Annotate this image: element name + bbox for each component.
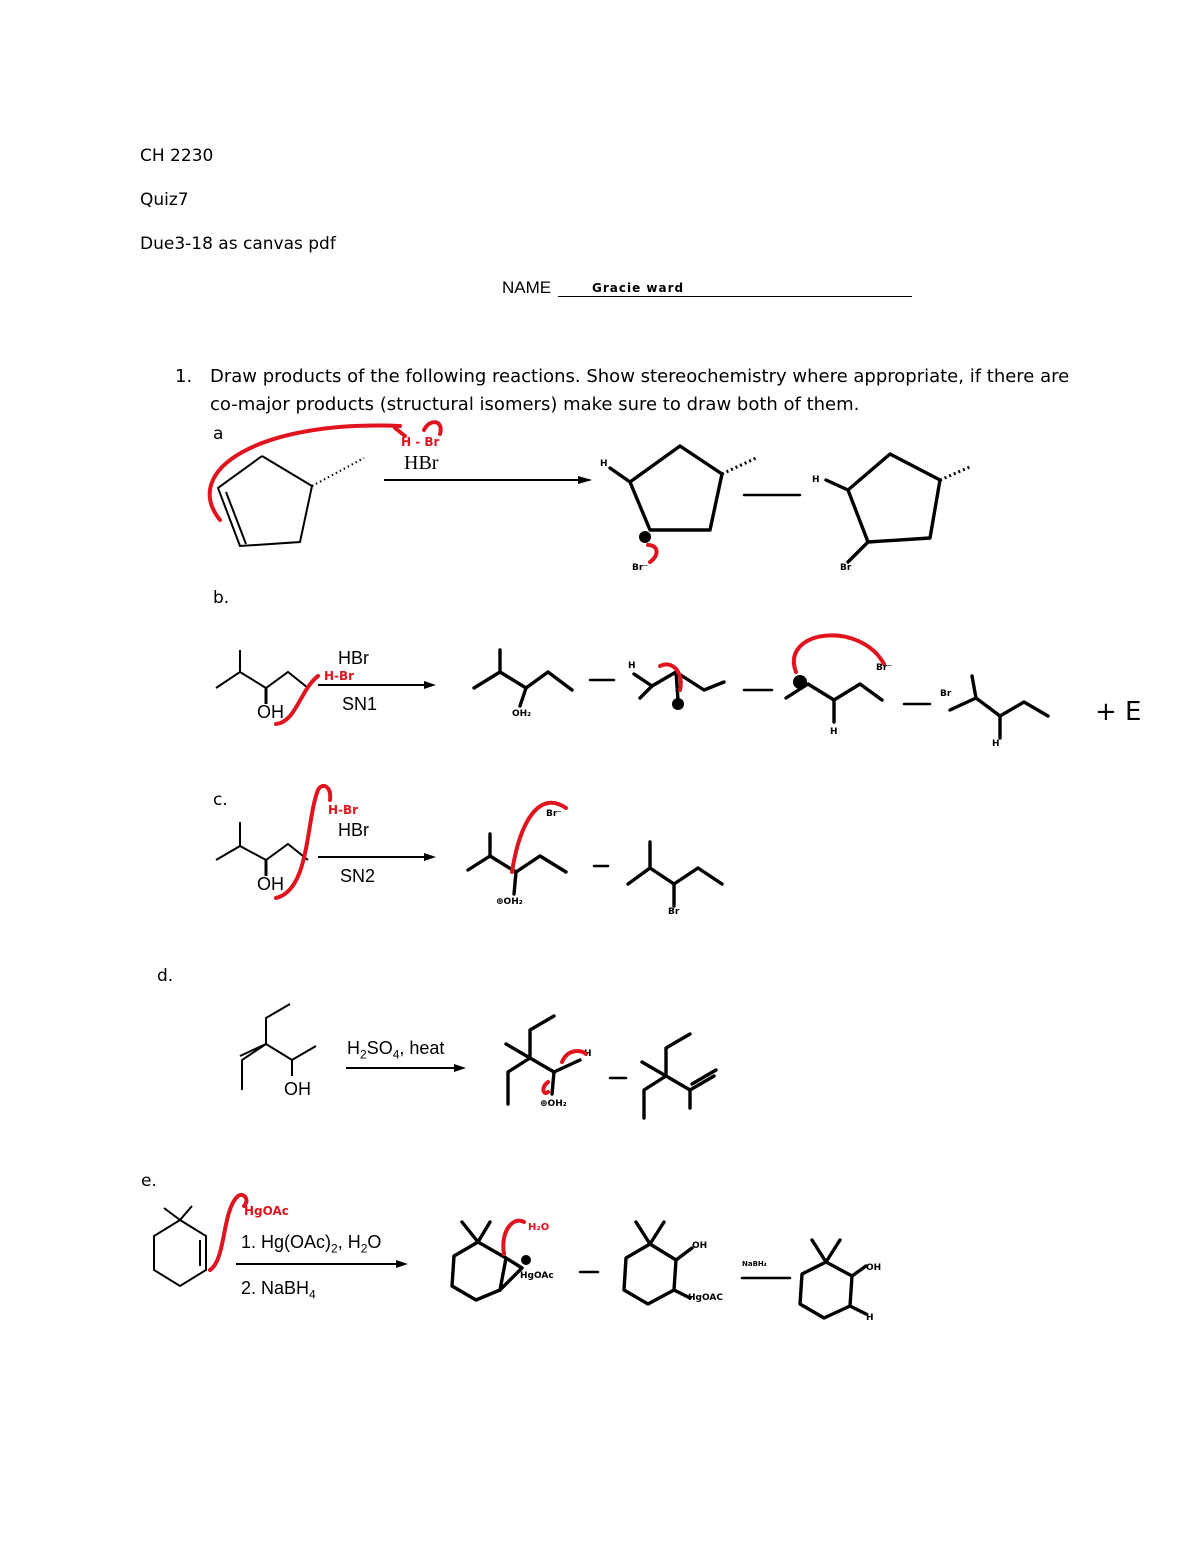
svg-text:⊕OH₂: ⊕OH₂ [496, 897, 523, 907]
svg-text:Br⁻: Br⁻ [632, 563, 649, 573]
arrow-e-1 [210, 1195, 246, 1270]
question-text-1: Draw products of the following reactions. Show stereochemistry where appropriate, if there are [210, 366, 1070, 387]
reagent-e-step2: 2. NaBH$_4$ [241, 1278, 316, 1302]
annotation-c: H-Br [328, 803, 359, 817]
arrow-b-3 [794, 635, 884, 672]
svg-text:OH: OH [866, 1263, 882, 1273]
part-e-label: e. [141, 1171, 157, 1191]
svg-text:OH: OH [692, 1241, 708, 1251]
svg-text:OH₂: OH₂ [512, 709, 532, 719]
condition-b: SN1 [342, 694, 378, 714]
part-a-label: a [213, 424, 224, 444]
svg-text:Br⁻: Br⁻ [876, 663, 893, 673]
question-number: 1. [175, 366, 193, 387]
oh-d: OH [284, 1079, 311, 1099]
part-b-label: b. [213, 588, 230, 608]
svg-text:H: H [600, 459, 608, 469]
svg-text:NaBH₄: NaBH₄ [742, 1260, 767, 1268]
annotation-b: H-Br [324, 669, 355, 683]
arrow-c-1 [276, 786, 330, 898]
oh-c: OH [257, 874, 284, 894]
product-a-final [812, 454, 972, 573]
substrate-d [240, 1004, 316, 1090]
arrow-e-2 [503, 1221, 524, 1254]
reagent-e-step1: 1. $Hg(OAc)_2$, $H_2O$ [241, 1232, 382, 1256]
svg-text:H: H [830, 727, 838, 737]
question-text-2: co-major products (structural isomers) make sure to draw both of them. [210, 394, 860, 415]
svg-text:Br: Br [668, 907, 680, 917]
svg-text:H: H [812, 475, 820, 485]
svg-text:H₂O: H₂O [528, 1222, 550, 1233]
name-label: NAME [502, 278, 552, 297]
svg-text:HgOAc: HgOAc [520, 1271, 554, 1281]
substrate-e [154, 1206, 206, 1286]
substrate-c [216, 822, 308, 876]
reagent-c: HBr [338, 820, 369, 840]
svg-text:H: H [866, 1313, 874, 1323]
svg-text:H: H [628, 661, 636, 671]
plus-e: + E [1095, 697, 1142, 727]
annotation-e: HgOAc [244, 1204, 289, 1218]
condition-c: SN2 [340, 866, 376, 886]
reagent-d: $H_2SO_4$, heat [347, 1038, 445, 1062]
cyclopentene-a [218, 456, 364, 546]
annotation-a: H - Br [401, 435, 440, 449]
arrow-d-2 [543, 1082, 548, 1093]
svg-text:H: H [584, 1049, 592, 1059]
arrow-a-2 [424, 422, 441, 434]
svg-text:⊕OH₂: ⊕OH₂ [540, 1099, 567, 1109]
oh-b: OH [257, 702, 284, 722]
quiz-title: Quiz7 [140, 190, 189, 210]
product-a-carbocation [600, 446, 756, 573]
svg-text:Br: Br [940, 689, 952, 699]
due-line: Due3-18 as canvas pdf [140, 234, 336, 254]
arrow-a-3 [648, 545, 657, 562]
reagent-a: HBr [404, 452, 439, 474]
svg-text:H: H [992, 739, 1000, 749]
svg-text:Br⁻: Br⁻ [546, 809, 563, 819]
substrate-b [216, 650, 308, 704]
svg-text:Br: Br [840, 563, 852, 573]
course-code: CH 2230 [140, 146, 214, 166]
part-d-label: d. [157, 966, 174, 986]
name-handwritten: Gracie ward [592, 281, 685, 295]
arrow-b-1 [276, 676, 318, 724]
part-c-label: c. [213, 790, 228, 810]
arrow-d-1 [562, 1051, 586, 1062]
svg-text:HgOAC: HgOAC [688, 1293, 723, 1303]
reagent-b: HBr [338, 648, 369, 668]
